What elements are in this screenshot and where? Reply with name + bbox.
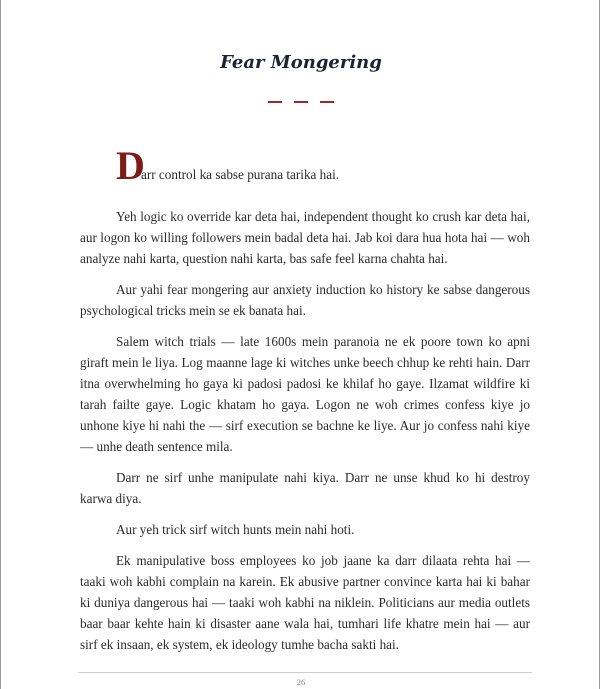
paragraph: Darr ne sirf unhe manipulate nahi kiya. Darr ne unse khud ko hi destroy karwa diya. xyxy=(80,470,530,506)
paragraph: Yeh logic ko override kar deta hai, independent thought ko crush kar deta hai, aur logon ko willing followers mein badal deta hai. Jab koi dara hua hota hai — woh analyze nahi karta, question nahi karta, bas safe feel karna chahta hai. xyxy=(80,209,530,266)
footer-divider xyxy=(78,672,532,673)
paragraph: Salem witch trials — late 1600s mein paranoia ne ek poore town ko apni giraft mein le liya. Log maanne lage ki witches unke beech chhup ke rehti hain. Darr itna overwhelming ho gaya ki padosi padosi ke khilaf ho gaye. Ilzamat wildfire ki tarah failte gaye. Logic khatam ho gaya. Logon ne woh crimes confess kiye jo unhone kiye hi nahi the — sirf execution se bachne ke liye. Aur jo confess nahi kiye — unhe death sentence mila. xyxy=(80,334,530,454)
chapter-title: Fear Mongering xyxy=(220,52,382,73)
drop-cap: D xyxy=(116,143,145,188)
paragraph: Ek manipulative boss employees ko job jaane ka darr dilaata rehta hai — taaki woh kabhi complain na karein. Ek abusive partner convince karta hai ki bahar ki duniya dangerous hai — taaki woh kabhi na niklein. Politicians aur media outlets baar baar kehte hain ki disaster aane wala hai, tumhari life khatre mein hai — aur sirf ek insaan, ek system, ek ideology tumhe bacha sakti hai. xyxy=(80,553,530,652)
ornament-dash xyxy=(268,101,282,103)
title-ornament xyxy=(1,101,600,103)
opening-line-text: arr control ka sabse purana tarika hai. xyxy=(141,167,340,182)
opening-line xyxy=(80,143,530,188)
ornament-dash xyxy=(294,101,308,103)
paragraph: Aur yeh trick sirf witch hunts mein nahi hoti. xyxy=(116,522,355,537)
body-text xyxy=(80,143,530,655)
ornament-dash xyxy=(320,101,334,103)
page-number: 26 xyxy=(296,677,306,687)
paragraph: Aur yahi fear mongering aur anxiety induction ko history ke sabse dangerous psychological tricks mein se ek banata hai. xyxy=(80,282,530,318)
